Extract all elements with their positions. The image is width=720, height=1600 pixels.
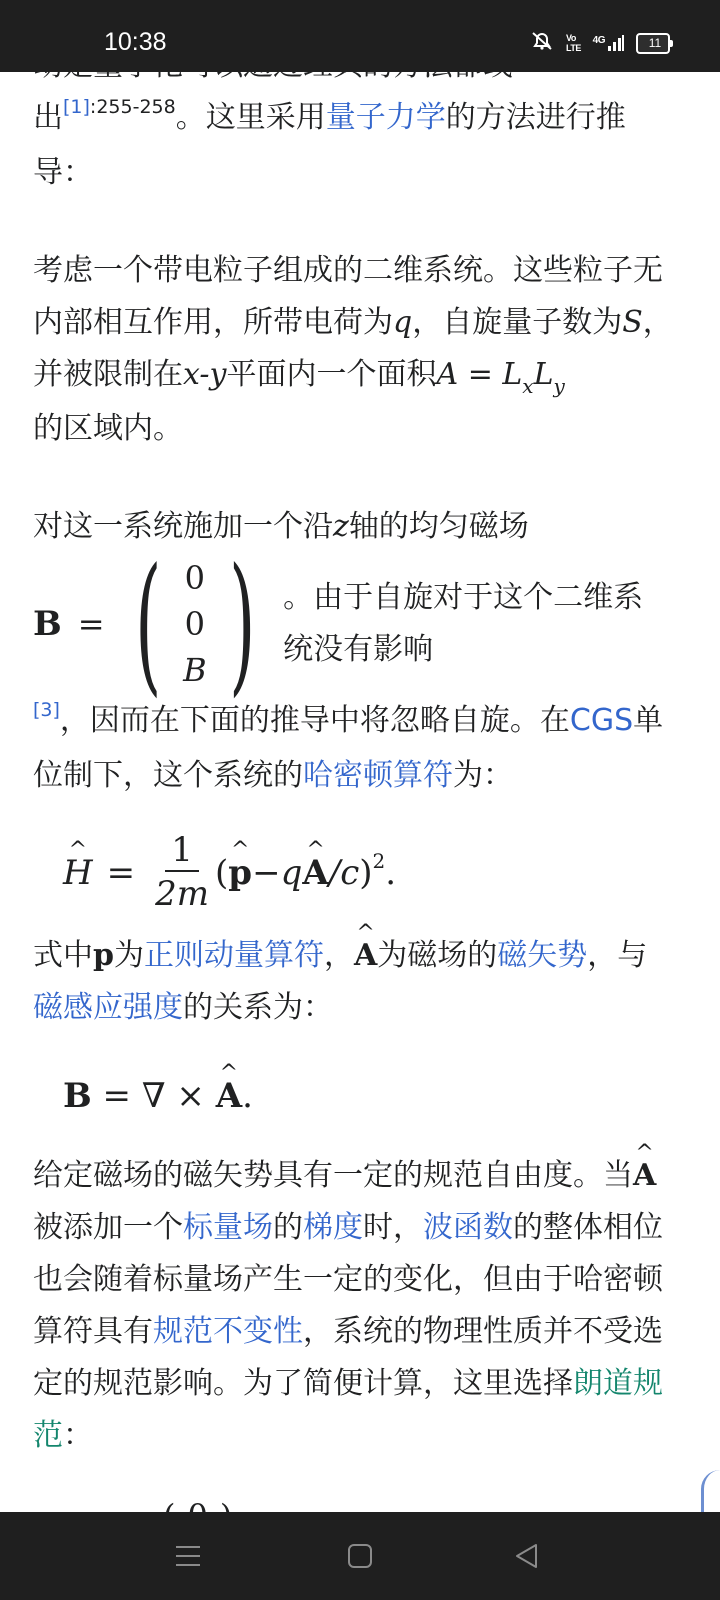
hamiltonian-equation: ^ H = $\frac{1}{2m}$ ( ^ p − q ^ A /c ) $^2$ .: [63, 830, 673, 916]
status-icons: [529, 31, 670, 55]
math-z: z: [333, 509, 349, 544]
paragraph-derivation-intro: 出$^{[1]:255-258}$。这里采用量子力学的方法进行推导：: [33, 96, 626, 190]
status-bar: [0, 0, 720, 72]
paragraph-gauge: 给定磁场的磁矢势具有一定的规范自由度。当^ A被添加一个标量场的梯度时，波函数的整体相位也会随着标量场产生一定的变化，但由于哈密顿算符具有规范不变性，系统的物理性质并不受选定的规范影响。为了简便计算，这里选择朗道规范：: [33, 1150, 673, 1462]
back-icon[interactable]: [508, 1538, 544, 1574]
article-body: [33, 40, 673, 1542]
vector-z: B: [183, 651, 207, 689]
math-xy: x-y: [183, 357, 227, 392]
menu-icon[interactable]: [170, 1538, 206, 1574]
curl-equation: B = ∇ × ^ A.: [63, 1070, 673, 1122]
link-vector-potential[interactable]: 磁矢势: [497, 938, 588, 973]
link-canonical-momentum[interactable]: 正则动量算符: [143, 938, 324, 973]
link-quantum-mechanics[interactable]: 量子力学: [325, 100, 446, 135]
navigation-bar: [0, 1512, 720, 1600]
link-landau-gauge[interactable]: 朗道规范: [33, 1366, 663, 1453]
paragraph-system: 考虑一个带电粒子组成的二维系统。这些粒子无内部相互作用，所带电荷为q，自旋量子数为S，并被限制在x-y平面内一个面积$A = L_xL_y$ 的区域内。: [33, 253, 673, 446]
svg-text:LTE: LTE: [565, 42, 581, 52]
volte-icon: [566, 32, 582, 55]
status-time: 10:38: [104, 28, 167, 56]
field-vector-row: B = ( 0 0 B ) 。由于自旋对于这个二维系统没有影响: [33, 537, 644, 711]
link-scalar-field[interactable]: 标量场: [183, 1210, 273, 1245]
link-gauge-invariance[interactable]: 规范不变性: [153, 1314, 303, 1349]
left-paren: (: [134, 537, 161, 711]
paragraph-spin: [3]，因而在下面的推导中将忽略自旋。在CGS单位制下，这个系统的哈密顿算符为：: [33, 699, 664, 793]
link-magnetic-field[interactable]: 磁感应强度: [33, 990, 183, 1025]
mute-icon: [529, 31, 555, 55]
math-q: q: [393, 305, 413, 340]
battery-level: 11: [648, 36, 662, 50]
math-b-bold: B: [33, 604, 62, 644]
signal-icon: 4G: [593, 34, 625, 52]
svg-text:Vo: Vo: [565, 32, 576, 43]
paragraph-magnetic-field: 对这一系统施加一个沿z轴的均匀磁场: [33, 509, 529, 544]
citation-pages: :255-258: [89, 96, 176, 118]
vector-y: 0: [184, 605, 206, 643]
link-wave-function[interactable]: 波函数: [423, 1210, 513, 1245]
math-s: S: [622, 305, 643, 340]
link-gradient[interactable]: 梯度: [303, 1210, 363, 1245]
citation-1[interactable]: [1]: [63, 96, 90, 118]
field-vector: [119, 537, 272, 711]
link-hamiltonian[interactable]: 哈密顿算符: [303, 758, 453, 793]
vector-x: 0: [184, 559, 206, 597]
home-icon[interactable]: [342, 1538, 378, 1574]
right-paren: ): [228, 537, 256, 711]
paragraph-momentum: 式中p为正则动量算符，^ A为磁场的磁矢势，与磁感应强度的关系为：: [33, 930, 673, 1034]
battery-icon: [636, 33, 670, 54]
math-area: A: [436, 357, 459, 392]
link-cgs[interactable]: CGS: [569, 703, 634, 738]
citation-3[interactable]: [3]: [33, 699, 60, 721]
